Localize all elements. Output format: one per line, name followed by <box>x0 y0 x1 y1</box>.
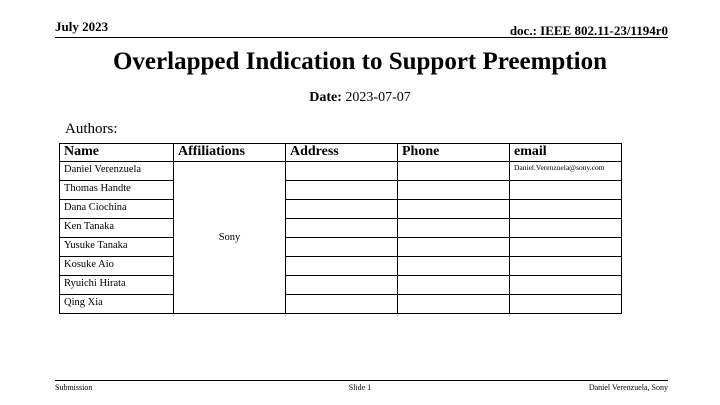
author-phone <box>398 181 510 200</box>
table-row <box>60 181 622 200</box>
header-doc-id: doc.: IEEE 802.11-23/1194r0 <box>509 23 668 38</box>
table-row <box>60 162 622 181</box>
author-email <box>510 295 622 314</box>
table-row <box>60 276 622 295</box>
author-name: Kosuke Aio <box>60 257 174 276</box>
author-address <box>286 162 398 181</box>
footer-author: Daniel Verenzuela, Sony <box>588 383 668 392</box>
author-affiliation: Sony <box>174 162 286 314</box>
author-address <box>286 181 398 200</box>
col-header-affiliations: Affiliations <box>174 144 286 162</box>
col-header-address: Address <box>286 144 398 162</box>
slide-title: Overlapped Indication to Support Preemption <box>112 48 608 75</box>
author-phone <box>398 257 510 276</box>
col-header-email: email <box>510 144 622 162</box>
author-phone <box>398 276 510 295</box>
date-value: 2023-07-07 <box>341 90 411 105</box>
author-address <box>286 295 398 314</box>
author-phone <box>398 200 510 219</box>
header-rule <box>55 37 668 38</box>
footer-slide-number: Slide 1 <box>348 383 372 392</box>
author-name: Qing Xia <box>60 295 174 314</box>
col-header-name: Name <box>60 144 174 162</box>
col-header-phone: Phone <box>398 144 510 162</box>
author-phone <box>398 219 510 238</box>
author-phone <box>398 238 510 257</box>
author-email <box>510 200 622 219</box>
author-name: Ryuichi Hirata <box>60 276 174 295</box>
date-line <box>0 90 720 106</box>
author-name: Ken Tanaka <box>60 219 174 238</box>
date-label: Date: <box>309 90 342 105</box>
author-address <box>286 200 398 219</box>
author-email: Daniel.Verenzuela@sony.com <box>510 162 622 181</box>
author-phone <box>398 295 510 314</box>
author-name: Yusuke Tanaka <box>60 238 174 257</box>
authors-table <box>59 143 622 314</box>
author-address <box>286 276 398 295</box>
author-name: Daniel Verenzuela <box>60 162 174 181</box>
table-row <box>60 238 622 257</box>
author-email <box>510 257 622 276</box>
author-email <box>510 276 622 295</box>
table-row <box>60 257 622 276</box>
author-name: Thomas Handte <box>60 181 174 200</box>
authors-label: Authors: <box>65 121 118 137</box>
author-phone <box>398 162 510 181</box>
table-header-row <box>60 144 622 162</box>
table-row <box>60 219 622 238</box>
author-address <box>286 257 398 276</box>
author-email <box>510 238 622 257</box>
footer-rule <box>55 380 668 381</box>
author-email <box>510 181 622 200</box>
author-address <box>286 238 398 257</box>
footer-submission: Submission <box>55 383 93 392</box>
author-name: Dana Ciochina <box>60 200 174 219</box>
table-row <box>60 200 622 219</box>
header-date: July 2023 <box>55 19 109 34</box>
table-row <box>60 295 622 314</box>
author-address <box>286 219 398 238</box>
author-email <box>510 219 622 238</box>
